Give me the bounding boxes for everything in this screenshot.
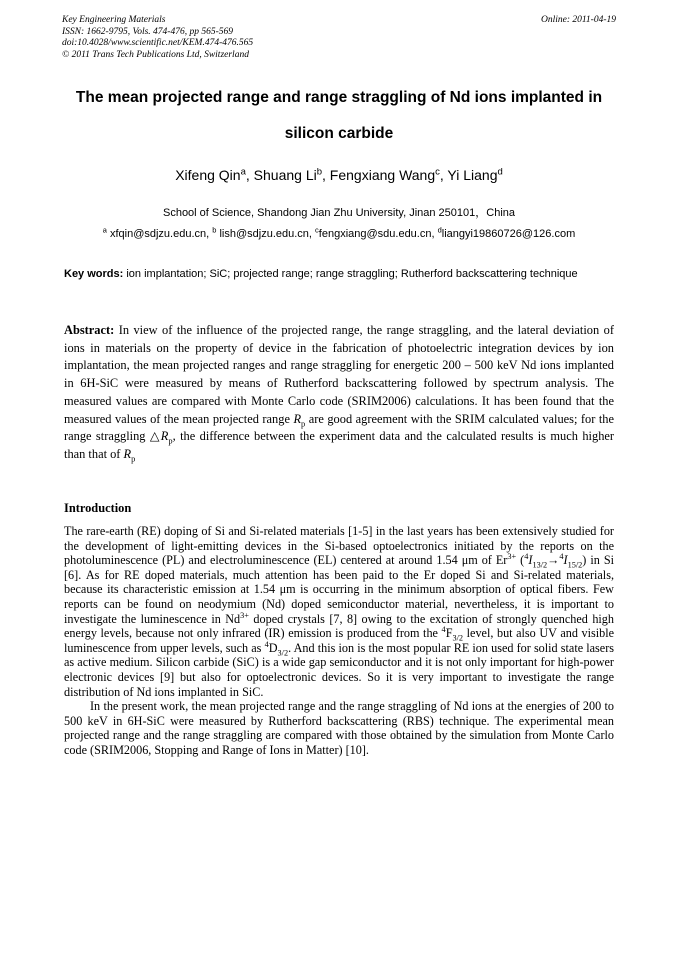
copyright-line: © 2011 Trans Tech Publications Ltd, Switzerland [62,49,249,60]
email-mark: b [212,225,217,235]
author-mark: b [316,166,323,178]
paper-title-line1: The mean projected range and range straggling of Nd ions implanted in [75,89,603,106]
intro-text: level, but also UV and visible luminescence from upper levels, such as [64,626,615,655]
author-list: Xifeng Qin$^a$, Shuang Li$^b$, Fengxiang Wang$^c$, Yi Liang$^d$ [175,166,503,183]
affiliation: School of Science, Shandong Jian Zhu University, Jinan 250101，China [162,207,515,219]
delta-symbol: △ [149,429,161,444]
transition-sup: 4 [524,552,529,562]
email-mark: d [437,225,442,235]
email-address[interactable]: fengxiang@sdu.edu.cn, [318,228,435,240]
email-mark: c [315,225,319,235]
abstract-text-3: , the difference between the experiment data and the calculated results is much higher than that of [64,429,615,461]
email-mark: a [102,225,107,235]
level-sub: 3/2 [452,633,464,643]
author-name: Fengxiang Wang [329,167,436,183]
transition-sub: 13/2 [532,560,548,570]
rp-subscript: p [131,453,136,464]
arrow-symbol: → [547,553,560,568]
doi-line: doi:10.4028/www.scientific.net/KEM.474-476.565 [62,38,254,49]
email-address[interactable]: xfqin@sdjzu.edu.cn, [109,228,210,240]
rp-symbol: R [123,446,132,461]
section-heading-introduction: Introduction [64,501,132,515]
paper-title-line2: silicon carbide [284,125,394,142]
level-sub: 3/2 [277,648,289,658]
author-mark: d [497,166,503,178]
abstract-text-1: In view of the influence of the projected range, the range straggling, and the lateral deviation of ions in materials on the property of device in the fabrication of photoelectric integration devices by ion implantation, the mean projected ranges and range straggling for energetic 200 – 500 keV Nd ions implanted in 6H-SiC were measured by means of Rutherford backscattering followed by spectrum analysis. The measured values are compared with Monte Carlo code (SRIM2006) calculations. It has been found that the measured values of the mean projected range [64,323,614,426]
rp-symbol: R [293,411,302,426]
abstract-text-2: are good agreement with the SRIM calculated values; for the range straggling [64,411,614,444]
transition-symbol: I [563,553,568,568]
keywords-label: Key words: [64,268,124,280]
paragraph: The rare-earth (RE) doping of Si and Si-related materials [1-5] in the last years has been extensively studied for the development of light-emitting devices in the Si-based optoelectronics initiated by the reports on the photoluminescence (PL) and electroluminescence (EL) centered at around 1.54 μm of $Er^{3+}$ $(^4I_{13/2}\to^4I_{15/2})$ in Si [6]. As for RE doped materials, much attention has been paid to the Er doped Si and Si-related materials, because its characteristic emission at 1.54 μm is occurring in the minimum absorption of optical fibers. Few reports can be found on neodymium (Nd) doped semiconductor material, nevertheless, it is important to investigate the luminescence in $Nd^{3+}$ doped crystals [7, 8] owing to the excitation of strongly quenched high energy levels, because not only infrared (IR) emission is produced from the $^4F_{3/2}$ level, but also UV and visible luminescence from upper levels, such as $^4D_{3/2}$. And this ion is the most popular RE ion used for solid state lasers as active medium. Silicon carbide (SiC) is a wide gap semiconductor and it is not only important for high-power electronic devices [9] but also for optoelectronic devices. So it is very important to investigate the range distribution of Nd ions implanted in SiC. [64,524,615,699]
intro-text: . And this ion is the most popular RE ion used for solid state lasers as active medium. Silicon carbide (SiC) is a wide gap semiconductor and it is not only important for high-power electronic devices [9] but also for optoelectronic devices. So it is very important to investigate the range distribution of Nd ions implanted in SiC. [64,640,615,699]
email-list [40,225,638,240]
author-mark: a [240,166,246,178]
keywords [64,265,614,283]
paragraph: In the present work, the mean projected range and the range straggling of Nd ions at the energies of 200 to 500 keV in 6H-SiC were measured by Rutherford backscattering (RBS) technique. The experimental mean projected range and the range straggling are compared with those obtained by the simulation from Monte Carlo code (SRIM2006, Stopping and Range of Ions in Matter) [10]. [64,699,614,757]
email-address[interactable]: lish@sdjzu.edu.cn, [219,228,312,240]
transition-symbol: I [528,553,533,568]
intro-text: doped crystals [7, 8] owing to the excitation of strongly quenched high energy levels, because not only infrared (IR) emission is produced from the [64,611,614,641]
author-name: Shuang Li [253,167,317,183]
level-sup: 4 [441,625,446,635]
journal-header [62,15,616,61]
introduction-body [64,524,614,758]
issn-line: ISSN: 1662-9795, Vols. 474-476, pp 565-569 [62,26,233,37]
author-name: Yi Liang [447,167,498,183]
author-name: Xifeng Qin [175,167,241,183]
abstract [64,322,614,464]
email-address[interactable]: liangyi19860726@126.com [441,228,576,240]
intro-text: The rare-earth (RE) doping of Si and Si-related materials [1-5] in the last years has been extensively studied for the development of light-emitting devices in the Si-based optoelectronics initiated by the reports on the photoluminescence (PL) and electroluminescence (EL) centered at around 1.54 μm of Er [64,524,614,568]
er-superscript: 3+ [507,552,517,562]
level-sup: 4 [264,639,269,649]
transition-sub: 15/2 [567,560,583,570]
transition-sup: 4 [559,552,564,562]
rp-subscript: p [168,435,173,446]
abstract-label: Abstract: [64,323,115,337]
level-symbol: D [268,640,278,655]
intro-text: ) in Si [6]. As for RE doped materials, much attention has been paid to the Er doped Si and Si-related materials, because its characteristic emission at 1.54 μm is occurring in the minimum absorption of optical fibers. Few reports can be found on neodymium (Nd) doped semiconductor material, nevertheless, it is important to investigate the luminescence in Nd [64,553,614,626]
online-date: Online: 2011-04-19 [540,15,616,25]
rp-subscript: p [301,417,306,428]
journal-name: Key Engineering Materials [62,15,166,25]
nd-superscript: 3+ [240,610,249,620]
author-mark: c [435,166,440,178]
rp-symbol: R [160,429,169,444]
keywords-text: ion implantation; SiC; projected range; range straggling; Rutherford backscattering technique [126,268,578,280]
level-symbol: F [445,626,453,641]
